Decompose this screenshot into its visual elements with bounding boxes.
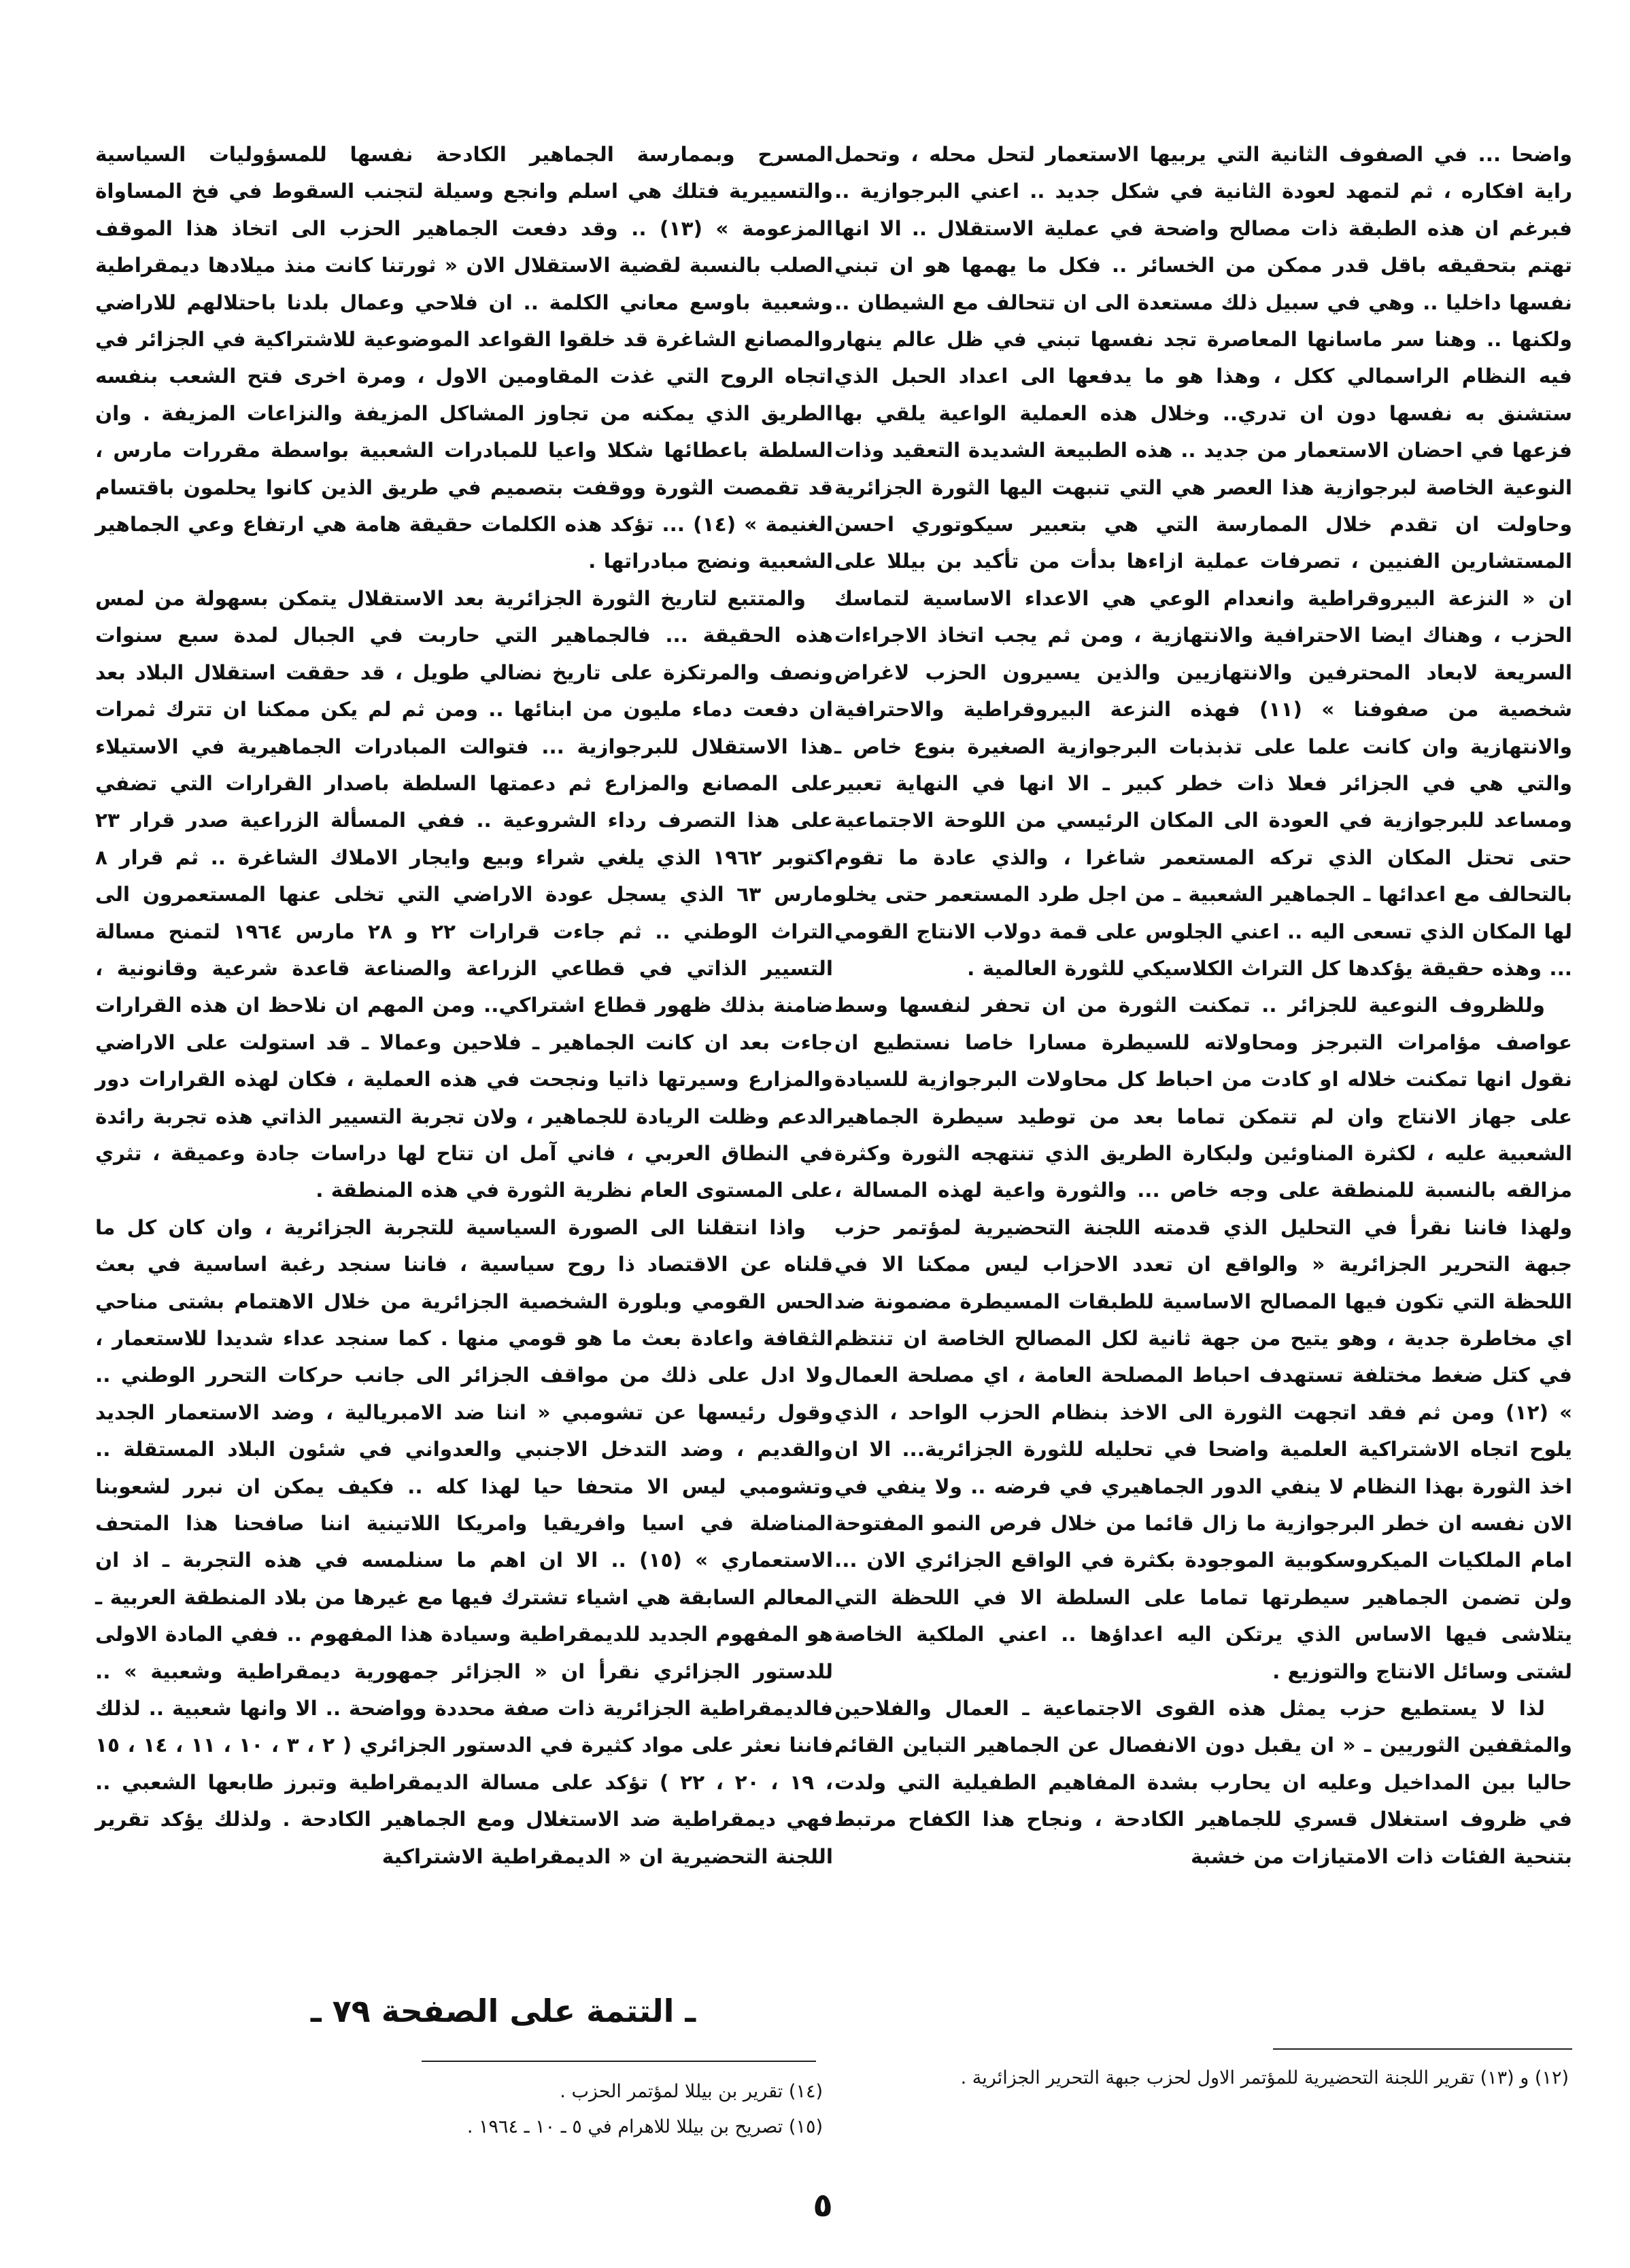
page-number: ٥: [813, 2186, 833, 2224]
footnote: (١٥) تصريح بن بيللا للاهرام في ٥ ـ ١٠ ـ ١٩٦٤ .: [466, 2116, 823, 2137]
article-paragraph: لذا لا يستطيع حزب يمثل هذه القوى الاجتماعية ـ العمال والفلاحين والمثقفين الثوريين ـ « ان يقبل دون الانفصال عن الجماهير التباين القائم حاليا بين المداخيل وعليه ان يحارب بشدة المفاهيم الطفيلية التي ولدت في ظروف استغلال قسري للجماهير الكادحة ، ونجاح هذا الكفاح مرتبط بتنحية الفئات ذات الامتيازات من خشبة: [834, 1697, 1572, 1868]
article-paragraph: المسرح وبممارسة الجماهير الكادحة نفسها للمسؤوليات السياسية والتسييرية فتلك هي اسلم وانجع وسيلة لتجنب السقوط في فخ المساواة المزعومة » (١٣) .. وقد دفعت الجماهير الحزب الى اتخاذ هذا الموقف الصلب بالنسبة لقضية الاستقلال الان « ثورتنا كانت منذ ميلادها ديمقراطية وشعبية باوسع معاني الكلمة .. ان فلاحي وعمال بلدنا باحتلالهم للاراضي والمصانع الشاغرة قد خلقوا القواعد الموضوعية للاشتراكية في الجزائر في اتجاه الروح التي غذت المقاومين الاول ، ومرة اخرى فتح الشعب بنفسه الطريق الذي يمكنه من تجاوز المشاكل المزيفة والنزاعات المزيفة . وان السلطة باعطائها شكلا واعيا للمبادرات الشعبية بواسطة مقررات مارس ، قد تقمصت الثورة ووقفت بتصميم في طريق الذين كانوا يحلمون باقتسام الغنيمة » (١٤) ... تؤكد هذه الكلمات حقيقة هامة هي ارتفاع وعي الجماهير الشعبية ونضج مبادراتها .: [95, 143, 834, 573]
article-paragraph: وللظروف النوعية للجزائر .. تمكنت الثورة من ان تحفر لنفسها وسط عواصف مؤامرات التبرجز ومحاولاته للسيطرة مسارا خاصا نستطيع ان نقول انها تمكنت خلاله او كادت من احباط كل محاولات البرجوازية للسيادة على جهاز الانتاج وان لم تتمكن تماما بعد من توطيد سيطرة الجماهير الشعبية عليه ، لكثرة المناوئين ولبكارة الطريق الذي تنتهجه الثورة وكثرة مزالقه بالنسبة للمنطقة على وجه خاص ... والثورة واعية لهذه المسالة ، ولهذا فاننا نقرأ في التحليل الذي قدمته اللجنة التحضيرية لمؤتمر حزب جبهة التحرير الجزائرية « والواقع ان تعدد الاحزاب ليس ممكنا الا في اللحظة التي تكون فيها المصالح الاساسية للطبقات المسيطرة مضمونة ضد اي مخاطرة جدية ، وهو يتيح من جهة ثانية لكل المصالح الخاصة ان تنتظم في كتل ضغط مختلفة تستهدف احباط المصلحة العامة ، اي مصلحة العمال » (١٢) ومن ثم فقد اتجهت الثورة الى الاخذ بنظام الحزب الواحد ، الذي يلوح اتجاه الاشتراكية العلمية واضحا في تحليله للثورة الجزائرية... الا ان اخذ الثورة بهذا النظام لا ينفي الدور الجماهيري في فرضه .. ولا ينفي في الان نفسه ان خطر البرجوازية ما زال قائما من خلال فرص النمو المفتوحة امام الملكيات الميكروسكوبية الموجودة بكثرة في الواقع الجزائري الان ... ولن تضمن الجماهير سيطرتها تماما على السلطة الا في اللحظة التي يتلاشى فيها الاساس الذي يرتكن اليه اعداؤها .. اعني الملكية الخاصة لشتى وسائل الانتاج والتوزيع .: [834, 994, 1573, 1683]
footnote: (١٤) تقرير بن بيللا لمؤتمر الحزب .: [560, 2081, 823, 2102]
footnotes-right: [834, 2061, 1569, 2096]
continued-on-page-label: ـ التتمة على الصفحة ٧٩ ـ: [310, 1993, 696, 2029]
footnotes-left: [428, 2074, 823, 2145]
article-paragraph: واذا انتقلنا الى الصورة السياسية للتجربة الجزائرية ، وان كان كل ما قلناه عن الاقتصاد ذا روح سياسية ، فاننا سنجد رغبة اساسية في بعث الحس القومي وبلورة الشخصية الجزائرية من خلال الاهتمام بشتى مناحي الثقافة واعادة بعث ما هو قومي منها . كما سنجد عداء شديدا للاستعمار ، ولا ادل على ذلك من مواقف الجزائر الى جانب حركات التحرر الوطني .. وقول رئيسها عن تشومبي « اننا ضد الامبريالية ، وضد الاستعمار الجديد والقديم ، وضد التدخل الاجنبي والعدواني في شئون البلاد المستقلة .. وتشومبي ليس الا متحفا حيا لهذا كله .. فكيف يمكن ان نبرر لشعوبنا المناضلة في اسيا وافريقيا وامريكا اللاتينية اننا صافحنا هذا المتحف الاستعماري » (١٥) .. الا ان اهم ما سنلمسه في هذه التجربة ـ اذ ان المعالم السابقة هي اشياء تشترك فيها مع غيرها من بلاد المنطقة العربية ـ هو المفهوم الجديد للديمقراطية وسيادة هذا المفهوم .. ففي المادة الاولى للدستور الجزائري نقرأ ان « الجزائر جمهورية ديمقراطية وشعبية » .. فالديمقراطية الجزائرية ذات صفة محددة وواضحة .. الا وانها شعبية .. لذلك فاننا نعثر على مواد كثيرة في الدستور الجزائري ( ٢ ، ٣ ، ١٠ ، ١١ ، ١٤ ، ١٥ ، ١٩ ، ٢٠ ، ٢٢ ) تؤكد على مسالة الديمقراطية وتبرز طابعها الشعبي .. فهي ديمقراطية ضد الاستغلال ومع الجماهير الكادحة . ولذلك يؤكد تقرير اللجنة التحضيرية ان « الديمقراطية الاشتراكية: [95, 1215, 834, 1868]
article-column-left: [95, 136, 833, 1875]
article-column-right: [834, 136, 1572, 1875]
footnote-divider-right: [1273, 2048, 1572, 2050]
article-paragraph: والمتتبع لتاريخ الثورة الجزائرية بعد الاستقلال يتمكن بسهولة من لمس هذه الحقيقة ... فالجماهير التي حاربت في الجبال لمدة سبع سنوات ونصف والمرتكزة على تاريخ نضالي طويل ، قد حققت استقلال البلاد بعد ان دفعت دماء مليون من ابنائها .. ومن ثم لم يكن ممكنا ان تترك ثمرات هذا الاستقلال للبرجوازية ... فتوالت المبادرات الجماهيرية في الاستيلاء على المصانع والمزارع ثم دعمتها السلطة باصدار القرارات التي تضفي على هذا التصرف رداء الشروعية .. ففي المسألة الزراعية صدر قرار ٢٣ اكتوبر ١٩٦٢ الذي يلغي شراء وبيع وايجار الاملاك الشاغرة .. ثم قرار ٨ مارس ٦٣ الذي يسجل عودة الاراضي التي تخلى عنها المستعمرون الى التراث الوطني .. ثم جاءت قرارات ٢٢ و ٢٨ مارس ١٩٦٤ لتمنح مسالة التسيير الذاتي في قطاعي الزراعة والصناعة قاعدة شرعية وقانونية ، ضامنة بذلك ظهور قطاع اشتراكي.. ومن المهم ان نلاحظ ان هذه القرارات جاءت بعد ان كانت الجماهير ـ فلاحين وعمالا ـ قد استولت على الاراضي والمزارع وسيرتها ذاتيا ونجحت في هذه العملية ، فكان لهذه القرارات دور الدعم وظلت الريادة للجماهير ، ولان تجربة التسيير الذاتي هذه تجربة رائدة في النطاق العربي ، فاني آمل ان تتاح لها دراسات جادة وعميقة ، تثري على المستوى العام نظرية الثورة في هذه المنطقة .: [95, 586, 833, 1202]
article-paragraph: واضحا ... في الصفوف الثانية التي يربيها الاستعمار لتحل محله ، وتحمل راية افكاره ، ثم لتمهد لعودة الثانية في شكل جديد .. اعني البرجوازية .. فبرغم ان هذه الطبقة ذات مصالح واضحة في عملية الاستقلال .. الا انها تهتم بتحقيقه باقل قدر ممكن من الخسائر .. فكل ما يهمها هو ان تبني نفسها داخليا .. وهي في سبيل ذلك مستعدة الى ان تتحالف مع الشيطان .. ولكنها .. وهنا سر ماسانها المعاصرة تجد نفسها تبني في ظل عالم ينهار فيه النظام الراسمالي ككل ، وهذا هو ما يدفعها الى اعداد الحبل الذي ستشنق به نفسها دون ان تدري.. وخلال هذه العملية الواعية يلقي بها فزعها في احضان الاستعمار من جديد .. هذه الطبيعة الشديدة التعقيد وذات النوعية الخاصة لبرجوازية هذا العصر هي التي تنبهت اليها الثورة الجزائرية وحاولت ان تقدم خلال الممارسة التي هي بتعبير سيكوتوري احسن المستشارين الفنيين ، تصرفات عملية ازاءها بدأت من تأكيد بن بيللا على ان « النزعة البيروقراطية وانعدام الوعي هي الاعداء الاساسية لتماسك الحزب ، وهناك ايضا الاحترافية والانتهازية ، ومن ثم يجب اتخاذ الاجراءات السريعة لابعاد المحترفين والانتهازيين والذين يسيرون الحزب لاغراض شخصية من صفوفنا » (١١) فهذه النزعة البيروقراطية والاحترافية والانتهازية وان كانت علما على تذبذبات البرجوازية الصغيرة بنوع خاص ـ والتي هي في الجزائر فعلا ذات خطر كبير ـ الا انها في النهاية تعبير ومساعد للبرجوازية في العودة الى المكان الرئيسي من اللوحة الاجتماعية حتى تحتل المكان الذي تركه المستعمر شاغرا ، والذي عادة ما تقوم بالتحالف مع اعدائها ـ الجماهير الشعبية ـ من اجل طرد المستعمر حتى يخلو لها المكان الذي تسعى اليه .. اعني الجلوس على قمة دولاب الانتاج القومي ... وهذه حقيقة يؤكدها كل التراث الكلاسيكي للثورة العالمية .: [834, 143, 1572, 980]
footnote-divider-left: [422, 2061, 816, 2062]
footnote: (١٢) و (١٣) تقرير اللجنة التحضيرية للمؤتمر الاول لحزب جبهة التحرير الجزائرية .: [960, 2067, 1569, 2088]
